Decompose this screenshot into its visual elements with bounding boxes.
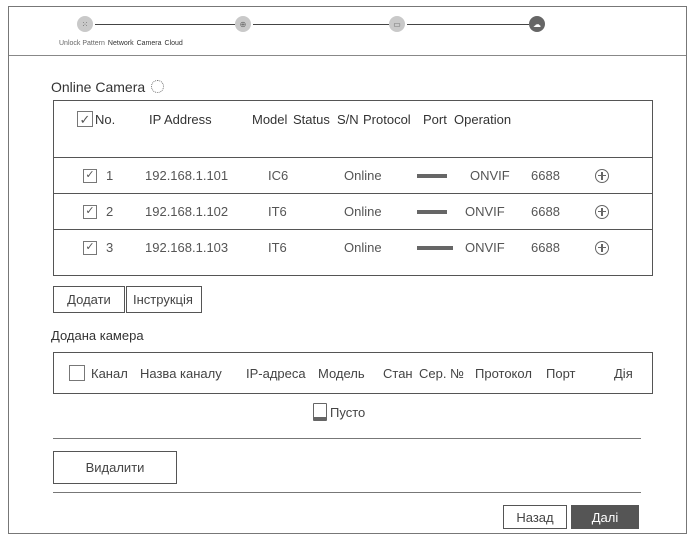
select-all-checkbox[interactable] <box>69 365 85 381</box>
empty-state <box>313 403 365 421</box>
cell-protocol: ONVIF <box>465 204 505 219</box>
header-ip-address: IP-адреса <box>246 365 306 381</box>
cell-model: IC6 <box>268 168 289 183</box>
cell-ip: 192.168.1.103 <box>145 240 229 255</box>
cell-no: 2 <box>106 204 114 219</box>
wizard-connector <box>407 24 529 25</box>
header-model: Model <box>252 111 288 127</box>
table-row[interactable] <box>54 157 652 193</box>
add-button[interactable]: Додати <box>53 286 125 313</box>
cell-status: Online <box>344 168 382 183</box>
row-checkbox[interactable]: ✓ <box>83 169 97 183</box>
network-icon: ⊕ <box>235 16 251 32</box>
cell-status: Online <box>344 240 382 255</box>
step-label-unlock-pattern: Unlock Pattern <box>59 40 105 47</box>
online-camera-title <box>51 79 164 95</box>
pattern-icon: ⁙ <box>77 16 93 32</box>
empty-text: Пусто <box>330 404 366 420</box>
cell-ip: 192.168.1.102 <box>145 204 229 219</box>
added-camera-title: Додана камера <box>51 328 144 343</box>
divider <box>53 492 641 493</box>
sn-redacted <box>417 174 447 178</box>
row-checkbox[interactable]: ✓ <box>83 205 97 219</box>
header-channel-name: Назва каналу <box>140 365 222 381</box>
header-protocol: Протокол <box>475 365 532 381</box>
header-no: No. <box>95 111 116 127</box>
next-button[interactable]: Далі <box>571 505 639 529</box>
wizard-connector <box>95 24 235 25</box>
header-operation: Operation <box>454 111 512 127</box>
empty-box-icon <box>313 403 327 421</box>
table-row[interactable] <box>54 229 652 265</box>
online-camera-title-text: Online Camera <box>51 79 146 95</box>
header-serial: Сер. № <box>419 365 465 381</box>
wizard-connector <box>253 24 389 25</box>
divider <box>53 438 641 439</box>
delete-button[interactable]: Видалити <box>53 451 177 484</box>
back-button[interactable]: Назад <box>503 505 567 529</box>
added-camera-table <box>53 352 653 394</box>
online-camera-table <box>53 100 653 276</box>
header-sn: S/N <box>337 111 359 127</box>
cell-protocol: ONVIF <box>465 240 505 255</box>
instruction-button[interactable]: Інструкція <box>126 286 202 313</box>
cell-protocol: ONVIF <box>470 168 510 183</box>
add-camera-icon[interactable] <box>595 205 609 219</box>
sn-redacted <box>417 210 447 214</box>
header-action: Дія <box>614 365 633 381</box>
cell-no: 1 <box>106 168 114 183</box>
header-port: Port <box>423 111 447 127</box>
table-header <box>54 353 652 393</box>
refresh-icon[interactable] <box>151 80 164 93</box>
step-label-cloud: Cloud <box>164 40 183 47</box>
sn-redacted <box>417 246 453 250</box>
cell-port: 6688 <box>531 168 560 183</box>
select-all-checkbox[interactable]: ✓ <box>77 111 93 127</box>
cell-ip: 192.168.1.101 <box>145 168 229 183</box>
header-protocol: Protocol <box>363 111 411 127</box>
header-channel: Канал <box>91 365 128 381</box>
header-port: Порт <box>546 365 576 381</box>
wizard-step-labels <box>59 40 186 47</box>
step-label-camera: Camera <box>136 40 162 47</box>
cell-no: 3 <box>106 240 114 255</box>
header-state: Стан <box>383 365 413 381</box>
header-model: Модель <box>318 365 365 381</box>
add-camera-icon[interactable] <box>595 169 609 183</box>
camera-icon: ▭ <box>389 16 405 32</box>
cell-model: IT6 <box>268 204 287 219</box>
cloud-icon: ☁ <box>529 16 545 32</box>
cell-port: 6688 <box>531 204 560 219</box>
table-row[interactable] <box>54 193 652 229</box>
setup-wizard-window <box>8 6 687 534</box>
cell-port: 6688 <box>531 240 560 255</box>
wizard-progress <box>9 7 686 56</box>
cell-status: Online <box>344 204 382 219</box>
header-ip-address: IP Address <box>149 111 212 127</box>
header-status: Status <box>293 111 330 127</box>
step-label-network: Network <box>107 40 134 47</box>
add-camera-icon[interactable] <box>595 241 609 255</box>
table-header <box>54 101 652 137</box>
cell-model: IT6 <box>268 240 287 255</box>
row-checkbox[interactable]: ✓ <box>83 241 97 255</box>
